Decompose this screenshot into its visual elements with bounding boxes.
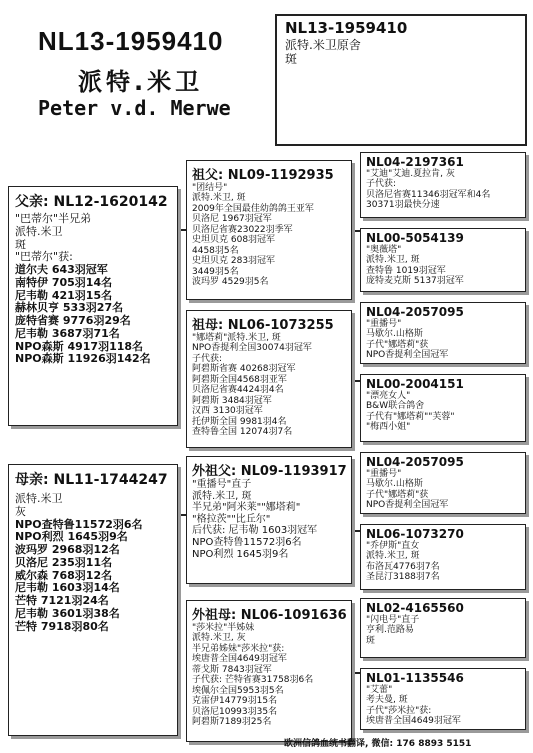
ggp-line: 马歇尔.山格斯 [366,329,423,340]
paternal-grandfather-box [186,160,352,300]
mgm-line: 半兄弟姊妹"莎米拉"获: [192,643,285,654]
ggp-line: 查特鲁 1019羽冠军 [366,265,446,276]
sire-line: NPO森斯 11926羽142名 [15,352,151,366]
sire-line: "巴蒂尔"获: [15,250,73,264]
mgf-line: NPO查特鲁11572羽6名 [192,536,302,548]
mgm-line: 子代获: 芒特省赛31758羽6名 [192,675,314,686]
ggp-line: NPO香提利全国冠军 [366,500,449,511]
dam-line: 波玛罗 2968羽12名 [15,543,120,556]
ggp-line: 亨利.范路易 [366,625,414,636]
dam-line: 尼韦勒 3601羽38名 [15,606,120,620]
header-name-en: Peter v.d. Merwe [38,96,231,120]
dam-line: NPO利烈 1645羽9名 [15,530,128,544]
connector [352,672,360,674]
ggp-title: NL00-2004151 [366,377,464,391]
ggp-line: 考夫曼, 斑 [366,695,408,706]
mgm-line: 埃佩尔全国5953羽5名 [192,685,284,696]
ggp-title: NL01-1135546 [366,671,464,685]
ggp-line: "梅西小姐" [366,422,411,433]
ggp-line: B&W联合鸽舍 [366,401,425,412]
great-grandparent-box-4 [360,374,526,442]
pgf-line: 3449羽5名 [192,266,239,277]
sire-line: 南特伊 705羽14名 [15,275,113,289]
subject-ring: NL13-1959410 [285,19,408,37]
translator-credit: 欧洲信鸽血统书翻译, 微信: 176 8893 5151 [284,739,472,749]
maternal-grandfather-box [186,456,352,584]
great-grandparent-box-2 [360,228,526,292]
pgm-line: 贝洛尼省赛4424羽4名 [192,385,284,396]
pgm-line: 阿碧斯全国4568羽亚军 [192,374,287,385]
connector [178,514,186,516]
ggp-line: 圣昆汀3188羽7名 [366,572,440,583]
mgm-line: 贝洛尼10993羽35名 [192,706,278,717]
sire-line: 庞特省赛 9776羽29名 [15,314,131,327]
pgf-line: 史坦贝克 283羽冠军 [192,256,276,267]
dam-line: 芒特 7121羽24名 [15,594,109,607]
paternal-grandmother-box [186,310,352,448]
ggp-line: 庞特麦克斯 5137羽冠军 [366,276,464,287]
great-grandparent-box-6 [360,524,526,590]
header-name-cn: 派特.米卫 [78,68,204,96]
connector [352,380,360,382]
subject-box [275,14,527,146]
sire-line: 道尔夫 643羽冠军 [15,263,108,276]
maternal-grandmother-title: 外祖母: NL06-1091636 [192,608,347,623]
pgm-line: 查特鲁全国 12074羽7名 [192,426,293,437]
ggp-title: NL04-2057095 [366,455,464,469]
sire-line: NPO森斯 4917羽118名 [15,339,144,353]
ggp-line: 派特.米卫, 斑 [366,551,420,562]
ggp-title: NL04-2057095 [366,305,464,319]
ggp-title: NL06-1073270 [366,527,464,541]
dam-line: 贝洛尼 235羽11名 [15,555,113,569]
dam-line: 派特.米卫 [15,492,63,505]
mgm-line: 派特.米卫, 灰 [192,633,246,644]
mgm-line: 蒂戈斯 7843羽冠军 [192,664,272,675]
mgm-line: "莎米拉"半姊妹 [192,623,255,633]
sire-line: 赫林贝亨 533羽27名 [15,301,124,315]
dam-line: NPO查特鲁11572羽6名 [15,517,143,531]
mgm-line: 克雷伊14779羽15名 [192,696,278,707]
pgf-line: 贝洛尼省赛23022羽季军 [192,224,293,235]
pgm-line: NPO香提利全国30074羽冠军 [192,343,312,354]
ggp-line: "漂亮女人" [366,391,411,401]
mgf-line: 派特.米卫, 斑 [192,490,252,502]
ggp-line: "乔伊斯"直女 [366,541,420,551]
ggp-line: 子代有"娜塔莉""芙蓉" [366,411,455,422]
great-grandparent-box-5 [360,452,526,514]
mgf-line: 半兄弟"阿米莱""娜塔莉" [192,502,301,514]
connector [352,530,360,532]
ggp-line: 派特.米卫, 斑 [366,255,420,266]
paternal-grandmother-title: 祖母: NL06-1073255 [192,318,334,333]
pgf-line: 史坦贝克 608羽冠军 [192,235,276,246]
ggp-line: "奥薇塔" [366,245,402,255]
ggp-line: 埃唐普全国4649羽冠军 [366,716,461,727]
pgf-line: 2009年全国最佳幼鸽鸽王亚军 [192,203,314,214]
pgm-line: 托伊斯全国 9981羽4名 [192,416,287,427]
ggp-line: 子代"娜塔莉"获 [366,489,429,500]
ggp-line: 30371羽最快分速 [366,200,440,211]
ggp-line: 子代"娜塔莉"获 [366,339,429,350]
connector [178,229,186,231]
dam-box [8,464,178,736]
sire-line: 派特.米卫 [15,224,63,238]
pgm-line: 子代获: [192,353,223,364]
sire-title: 父亲: NL12-1620142 [15,194,168,210]
mgf-line: 后代获: 尼韦勒 1603羽冠军 [192,525,318,537]
ggp-line: "艾蕾" [366,685,393,695]
mgm-line: 阿碧斯7189羽25名 [192,716,272,727]
great-grandparent-box-3 [360,302,526,364]
dam-title: 母亲: NL11-1744247 [15,472,168,488]
subject-color: 斑 [285,52,298,67]
header-ring-number: NL13-1959410 [38,26,224,56]
ggp-line: "重播号" [366,319,402,329]
pgm-line: "娜塔莉"派特.米卫, 斑 [192,333,281,343]
paternal-grandfather-title: 祖父: NL09-1192935 [192,168,334,183]
dam-line: 尼韦勒 1603羽14名 [15,581,120,595]
ggp-line: "重播号" [366,469,402,479]
pgm-line: 阿碧斯 3484羽冠军 [192,395,272,406]
mgf-line: "重播号"直子 [192,479,252,490]
pgm-line: 阿碧斯省赛 40268羽冠军 [192,364,296,375]
pgf-line: 波玛罗 4529羽5名 [192,276,269,287]
ggp-line: 子代获: [366,179,397,190]
ggp-line: 布洛瓦4776羽7名 [366,561,440,572]
ggp-line: "闪电号"直子 [366,615,420,625]
ggp-line: 马歇尔.山格斯 [366,479,423,490]
pgf-line: 派特.米卫, 斑 [192,193,246,204]
sire-line: 尼韦勒 421羽15名 [15,288,113,302]
maternal-grandmother-box [186,600,352,742]
great-grandparent-box-7 [360,598,526,658]
pgf-line: 4458羽5名 [192,245,239,256]
ggp-title: NL02-4165560 [366,601,464,615]
ggp-line: 贝洛尼省赛11346羽冠军和4名 [366,189,491,200]
dam-line: 威尔森 768羽12名 [15,568,113,582]
sire-line: 尼韦勒 3687羽71名 [15,326,120,340]
mgf-line: "格拉茨""比丘尔" [192,513,271,525]
dam-line: 灰 [15,504,26,518]
pgf-line: 贝洛尼 1967羽冠军 [192,214,272,225]
mgm-line: 埃唐普全国4649羽冠军 [192,654,287,665]
great-grandparent-box-8 [360,668,526,730]
maternal-grandfather-title: 外祖父: NL09-1193917 [192,464,347,479]
sire-line: 斑 [15,237,26,251]
ggp-line: 子代"莎米拉"获: [366,705,432,716]
connector [352,230,360,232]
ggp-line: "艾迪"艾迪.夏拉肯, 灰 [366,169,455,179]
great-grandparent-box-1 [360,152,526,218]
sire-box [8,186,178,426]
mgf-line: NPO利烈 1645羽9名 [192,548,289,560]
ggp-title: NL00-5054139 [366,231,464,245]
ggp-line: 斑 [366,635,376,646]
dam-line: 芒特 7918羽80名 [15,619,109,633]
pgm-line: 汉西 3130羽冠军 [192,406,263,417]
ggp-line: NPO香提利全国冠军 [366,350,449,361]
ggp-title: NL04-2197361 [366,155,464,169]
pgf-line: "团结号" [192,183,228,193]
subject-name: 派特.米卫原舍 [285,38,361,53]
sire-line: "巴蒂尔"半兄弟 [15,212,92,225]
